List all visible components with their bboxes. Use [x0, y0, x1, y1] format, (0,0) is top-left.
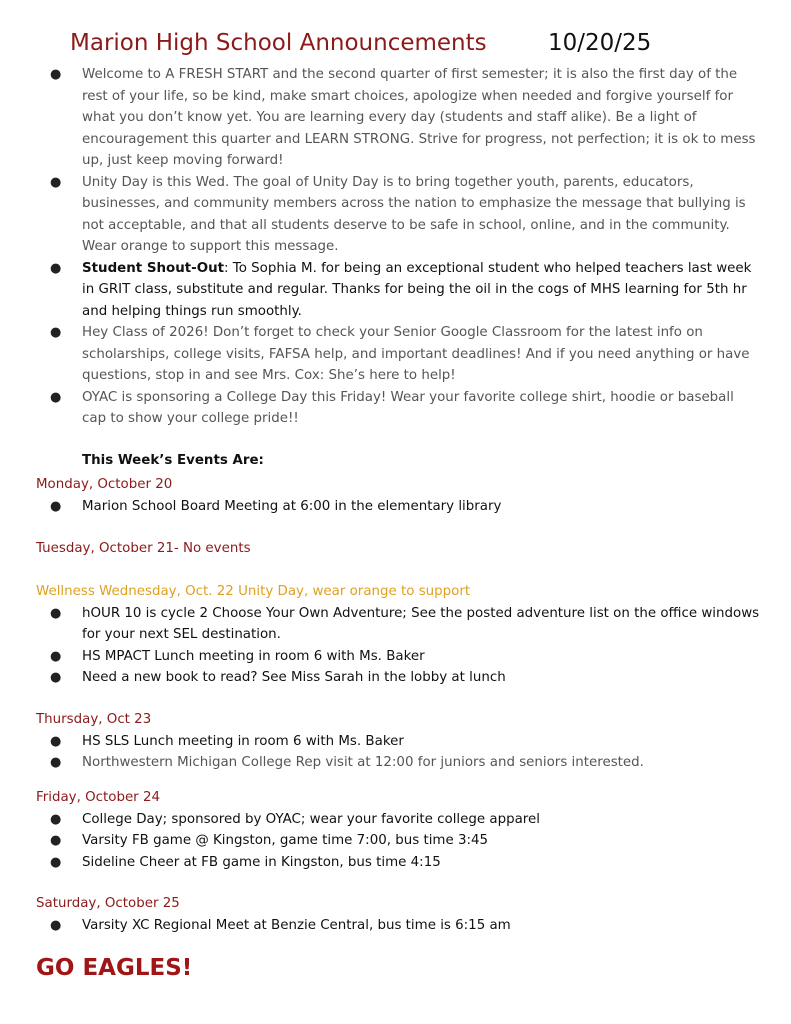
announcement-item [36, 64, 762, 172]
day-heading: Wellness Wednesday, Oct. 22 Unity Day, wear orange to support [36, 584, 471, 599]
event-text: College Day; sponsored by OYAC; wear your favorite college apparel [82, 811, 540, 827]
day-tuesday [36, 538, 776, 560]
event-item [36, 830, 776, 852]
announcement-text: Unity Day is this Wed. The goal of Unity Day is to bring together youth, parents, educators, businesses, and community members across the nation to emphasize the message that bullying is not acceptable, and that all students deserve to be safe in school, online, and in the community. Wear orange to support this message. [82, 174, 746, 254]
footer-slogan: GO EAGLES! [36, 955, 193, 981]
bullet-icon: ● [50, 67, 62, 82]
bullet-icon: ● [50, 733, 62, 749]
day-heading: Tuesday, October 21- No events [36, 541, 251, 556]
event-item [36, 496, 776, 518]
event-item [36, 809, 776, 831]
bullet-icon: ● [50, 648, 62, 664]
events-title: This Week’s Events Are: [82, 453, 264, 468]
day-thursday [36, 709, 776, 774]
bullet-icon: ● [50, 260, 62, 276]
event-text: Varsity XC Regional Meet at Benzie Central, bus time is 6:15 am [82, 917, 511, 933]
bullet-icon: ● [50, 605, 62, 621]
bullet-icon: ● [50, 498, 62, 514]
day-heading: Thursday, Oct 23 [36, 712, 152, 727]
bullet-icon: ● [50, 174, 62, 190]
event-text: HS SLS Lunch meeting in room 6 with Ms. Baker [82, 733, 404, 749]
event-text: Northwestern Michigan College Rep visit at 12:00 for juniors and seniors interested. [82, 755, 644, 770]
day-wednesday [36, 581, 776, 689]
event-item [36, 752, 776, 774]
day-heading: Saturday, October 25 [36, 896, 180, 911]
announcement-item [36, 322, 762, 387]
event-text: Marion School Board Meeting at 6:00 in the elementary library [82, 498, 502, 514]
announcement-item [36, 258, 762, 323]
bullet-icon: ● [50, 854, 62, 870]
event-item [36, 852, 776, 874]
announcement-item [36, 172, 762, 258]
day-heading: Friday, October 24 [36, 790, 160, 805]
event-item [36, 731, 776, 753]
page-date: 10/20/25 [548, 30, 652, 56]
event-item [36, 603, 776, 646]
bullet-icon: ● [50, 670, 62, 685]
event-text: HS MPACT Lunch meeting in room 6 with Ms. Baker [82, 648, 425, 664]
announcement-item [36, 387, 762, 430]
announcement-text: : To Sophia M. for being an exceptional student who helped teachers last week in GRIT class, substitute and regular. Thanks for being the oil in the cogs of MHS learning for 5th hr and helping things run smoothly. [82, 260, 752, 319]
event-text: Need a new book to read? See Miss Sarah in the lobby at lunch [82, 670, 506, 685]
event-text: Varsity FB game @ Kingston, game time 7:00, bus time 3:45 [82, 833, 489, 848]
bullet-icon: ● [50, 755, 62, 770]
day-saturday [36, 893, 776, 936]
announcement-text: Hey Class of 2026! Don’t forget to check your Senior Google Classroom for the latest info on scholarships, college visits, FAFSA help, and important deadlines! And if you need anything or have questions, stop in and see Mrs. Cox: She’s here to help! [82, 325, 750, 383]
day-heading: Monday, October 20 [36, 477, 173, 492]
bullet-icon: ● [50, 833, 62, 848]
bullet-icon: ● [50, 917, 62, 933]
event-item [36, 667, 776, 689]
bullet-icon: ● [50, 325, 62, 340]
page-title: Marion High School Announcements [70, 30, 487, 56]
event-item [36, 646, 776, 668]
event-text: Sideline Cheer at FB game in Kingston, bus time 4:15 [82, 854, 441, 870]
event-item [36, 915, 776, 937]
announcement-text: OYAC is sponsoring a College Day this Friday! Wear your favorite college shirt, hoodie or baseball cap to show your college pride!! [82, 389, 734, 426]
announcement-list [36, 64, 762, 430]
event-text: hOUR 10 is cycle 2 Choose Your Own Adventure; See the posted adventure list on the office windows for your next SEL destination. [82, 605, 760, 642]
header [70, 30, 710, 64]
day-monday [36, 474, 776, 517]
day-friday [36, 787, 776, 873]
bullet-icon: ● [50, 389, 62, 405]
shout-out-label: Student Shout-Out [82, 260, 225, 276]
bullet-icon: ● [50, 811, 62, 827]
announcement-text: Welcome to A FRESH START and the second quarter of first semester; it is also the first day of the rest of your life, so be kind, make smart choices, apologize when needed and forgive yourself for what you don’t know yet. You are learning every day (students and staff alike). Be a light of encouragement this quarter and LEARN STRONG. Strive for progress, not perfection; it is ok to mess up, just keep moving forward! [82, 67, 756, 168]
